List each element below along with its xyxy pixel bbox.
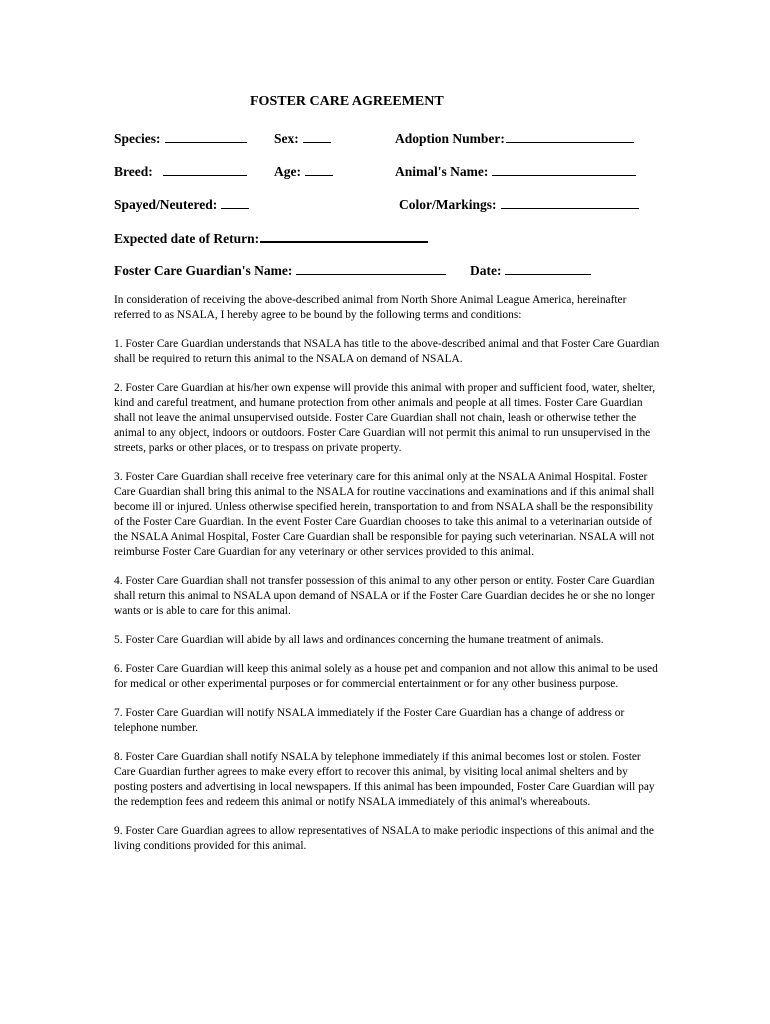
animal-name-label: Animal's Name: <box>395 164 489 179</box>
species-field[interactable] <box>114 130 247 147</box>
guardian-name-blank[interactable] <box>296 262 446 275</box>
color-markings-blank[interactable] <box>501 196 639 209</box>
guardian-name-field[interactable] <box>114 262 446 279</box>
age-label: Age: <box>274 164 301 179</box>
age-blank[interactable] <box>305 163 333 176</box>
term-1: 1. Foster Care Guardian understands that NSALA has title to the above-described animal and that Foster Care Guardian shall be required to return this animal to the NSALA on demand of NSALA. <box>114 338 660 365</box>
sex-label: Sex: <box>274 131 299 146</box>
age-field[interactable] <box>274 163 333 180</box>
spayed-neutered-field[interactable] <box>114 196 249 213</box>
species-label: Species: <box>114 131 161 146</box>
breed-blank[interactable] <box>163 163 247 176</box>
term-3: 3. Foster Care Guardian shall receive free veterinary care for this animal only at the NSALA Animal Hospital. Foster Care Guardian shall bring this animal to the NSALA for routine vaccinations and examinations and if this animal shall become ill or injured. Unless otherwise specified herein, transportation to and from NSALA shall be the responsibility of the Foster Care Guardian. In the event Foster Care Guardian chooses to take this animal to a veterinarian outside of the NSALA Animal Hospital, Foster Care Guardian shall be responsible for paying such veterinarian. NSALA will not reimburse Foster Care Guardian for any veterinary or other services provided to this animal. <box>114 471 655 558</box>
term-6: 6. Foster Care Guardian will keep this animal solely as a house pet and companion and not allow this animal to be used for medical or other experimental purposes or for commercial entertainment or for any other business purpose. <box>114 663 658 690</box>
document-title: FOSTER CARE AGREEMENT <box>250 94 444 109</box>
term-5: 5. Foster Care Guardian will abide by all laws and ordinances concerning the humane treatment of animals. <box>114 634 604 646</box>
sex-field[interactable] <box>274 130 331 147</box>
term-9: 9. Foster Care Guardian agrees to allow representatives of NSALA to make periodic inspections of this animal and the living conditions provided for this animal. <box>114 825 654 852</box>
breed-field[interactable] <box>114 163 247 180</box>
term-4: 4. Foster Care Guardian shall not transfer possession of this animal to any other person or entity. Foster Care Guardian shall return this animal to NSALA upon demand of NSALA or if the Foster Care Guardian decides he or she no longer wants or is able to care for this animal. <box>114 575 655 617</box>
species-blank[interactable] <box>165 130 247 143</box>
date-label: Date: <box>470 263 502 278</box>
spayed-neutered-label: Spayed/Neutered: <box>114 197 218 212</box>
term-8: 8. Foster Care Guardian shall notify NSALA by telephone immediately if this animal becomes lost or stolen. Foster Care Guardian further agrees to make every effort to recover this animal, by visiting local animal shelters and by posting posters and advertising in local newspapers. If this animal has been impounded, Foster Care Guardian will pay the redemption fees and redeem this animal or notify NSALA immediately of this animal's whereabouts. <box>114 751 655 808</box>
date-field[interactable] <box>470 262 591 279</box>
sex-blank[interactable] <box>303 130 331 143</box>
adoption-number-blank[interactable] <box>506 130 634 143</box>
animal-name-field[interactable] <box>395 163 636 180</box>
term-7: 7. Foster Care Guardian will notify NSALA immediately if the Foster Care Guardian has a change of address or telephone number. <box>114 707 625 734</box>
expected-return-field[interactable] <box>114 229 428 247</box>
guardian-name-label: Foster Care Guardian's Name: <box>114 263 293 278</box>
expected-return-label: Expected date of Return: <box>114 231 260 246</box>
color-markings-label: Color/Markings: <box>399 197 497 212</box>
expected-return-blank[interactable] <box>260 229 428 243</box>
adoption-number-field[interactable] <box>395 130 634 147</box>
animal-name-blank[interactable] <box>492 163 636 176</box>
breed-label: Breed: <box>114 164 153 179</box>
term-2: 2. Foster Care Guardian at his/her own expense will provide this animal with proper and sufficient food, water, shelter, kind and careful treatment, and humane protection from other animals and people at all times. Foster Care Guardian shall not leave the animal unsupervised outside. Foster Care Guardian shall not chain, leash or otherwise tether the animal to any object, indoors or outdoors. Foster Care Guardian will not permit this animal to run unsupervised in the streets, parks or other places, or to trespass on private property. <box>114 382 656 454</box>
date-blank[interactable] <box>505 262 591 275</box>
color-markings-field[interactable] <box>399 196 639 213</box>
spayed-neutered-blank[interactable] <box>221 196 249 209</box>
intro-paragraph: In consideration of receiving the above-described animal from North Shore Animal League America, hereinafter referred to as NSALA, I hereby agree to be bound by the following terms and conditions: <box>114 294 627 321</box>
adoption-number-label: Adoption Number: <box>395 131 505 146</box>
agreement-body <box>114 293 662 868</box>
